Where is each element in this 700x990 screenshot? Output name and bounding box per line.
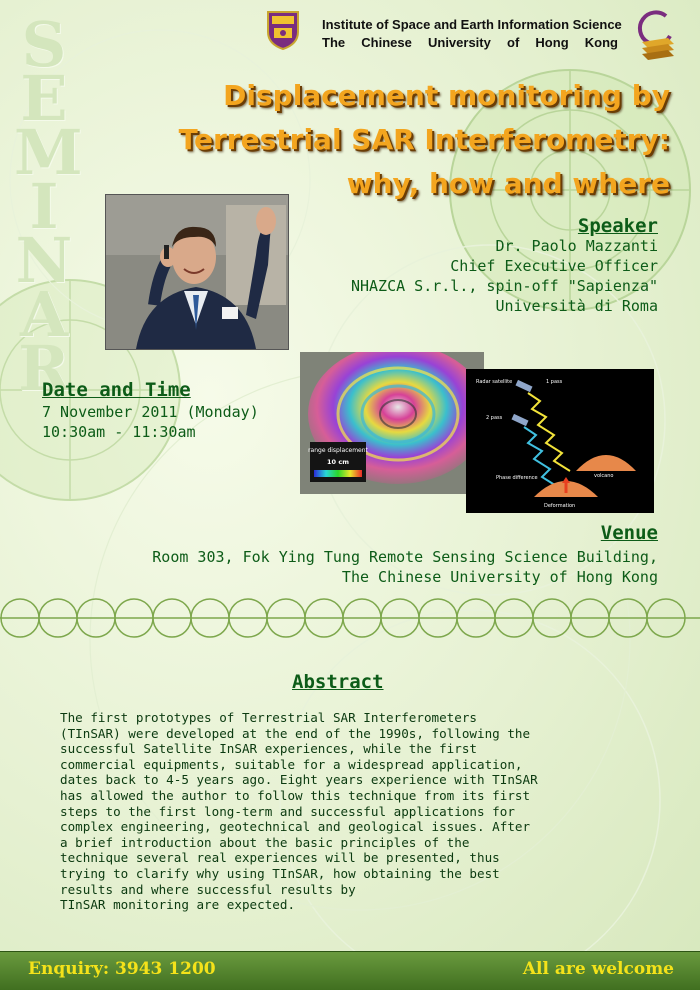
title-line-3: why, how and where bbox=[346, 167, 670, 200]
fig2-label-radar: Radar satellite bbox=[476, 379, 513, 385]
fig2-label-pass1: 1 pass bbox=[546, 379, 563, 385]
title-line-1: Displacement monitoring by bbox=[223, 79, 670, 112]
abstract-body: The first prototypes of Terrestrial SAR Interferometers (TInSAR) were developed at the end of the 1990s, following the successful Satellite InSAR experiences, while the first commercial equipments, suitable for a widespread application, dates back to 4-5 years ago. Eight years experience with TInSAR has allowed the author to follow this technique from its first steps to the first long-term and successful applications for complex engineering, geotechnical and geological issues. After a brief introduction about the basic principles of the technique several real experiences will be presented, thus trying to clarify why using TInSAR, how obtaining the best results and where successful results by TInSAR monitoring are expected. bbox=[60, 710, 538, 913]
speaker-position: Chief Executive Officer bbox=[450, 257, 658, 275]
speaker-name: Dr. Paolo Mazzanti bbox=[495, 237, 658, 255]
seminar-date: 7 November 2011 (Monday) bbox=[42, 403, 259, 421]
fig2-label-phase: Phase difference bbox=[496, 475, 538, 481]
institute-line2: The Chinese University of Hong Kong bbox=[322, 35, 618, 50]
seminar-vertical-word: SEMINAR bbox=[14, 8, 83, 405]
venue-line2: The Chinese University of Hong Kong bbox=[341, 568, 658, 586]
enquiry-phone: Enquiry: 3943 1200 bbox=[28, 959, 216, 979]
institute-name bbox=[322, 16, 622, 52]
speaker-company: NHAZCA S.r.l., spin-off "Sapienza" bbox=[350, 277, 658, 295]
speaker-heading: Speaker bbox=[577, 215, 658, 237]
venue-details bbox=[152, 547, 658, 587]
institute-line1: Institute of Space and Earth Information Science bbox=[322, 17, 622, 32]
issei-logo-icon bbox=[632, 8, 678, 62]
circle-divider bbox=[0, 596, 700, 640]
speaker-university: Università di Roma bbox=[495, 297, 658, 315]
date-time-heading: Date and Time bbox=[42, 379, 191, 401]
legend-scale: 10 cm bbox=[327, 458, 349, 466]
speaker-details bbox=[351, 236, 658, 316]
radar-satellite-figure bbox=[466, 369, 654, 513]
legend-label: range displacement bbox=[308, 447, 368, 454]
venue-line1: Room 303, Fok Ying Tung Remote Sensing Science Building, bbox=[152, 548, 658, 566]
abstract-heading: Abstract bbox=[292, 671, 384, 693]
venue-heading: Venue bbox=[600, 522, 658, 544]
fig2-label-pass2: 2 pass bbox=[486, 415, 503, 421]
all-welcome-note: All are welcome bbox=[522, 959, 674, 979]
seminar-time: 10:30am - 11:30am bbox=[42, 423, 196, 441]
cuhk-crest-icon bbox=[266, 10, 300, 50]
date-time-details bbox=[42, 402, 259, 442]
speaker-photo bbox=[105, 194, 289, 350]
interferogram-figure bbox=[300, 352, 484, 494]
fig2-label-deformation: Deformation bbox=[544, 503, 576, 509]
title-line-2: Terrestrial SAR Interferometry: bbox=[178, 123, 670, 156]
seminar-title bbox=[70, 74, 670, 206]
fig2-label-volcano: volcano bbox=[594, 473, 614, 479]
